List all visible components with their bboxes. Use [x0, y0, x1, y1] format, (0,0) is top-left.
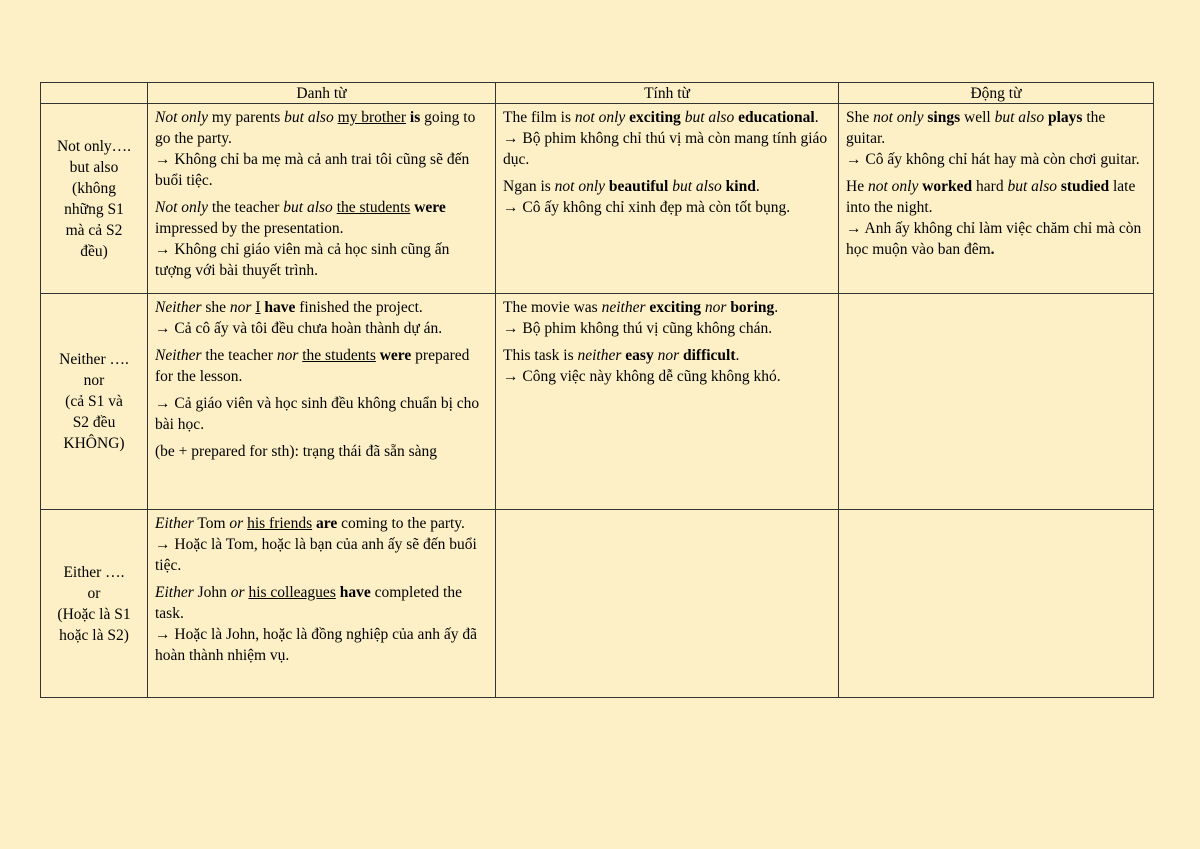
example-sentence — [503, 107, 832, 128]
example-sentence — [155, 582, 489, 624]
example-sentence — [155, 393, 489, 435]
text-segment: . — [990, 241, 995, 258]
text-segment: not only — [554, 178, 606, 195]
text-segment: exciting — [649, 299, 702, 316]
text-segment: neither — [601, 299, 646, 316]
text-segment: → Bộ phim không thú vị cũng không chán. — [503, 320, 773, 337]
example-block — [503, 345, 832, 387]
example-sentence — [155, 345, 489, 387]
text-segment: she — [201, 299, 230, 316]
text-segment: my brother — [337, 109, 407, 126]
text-segment: the guitar. — [846, 109, 1106, 147]
cell-adjective-neither — [496, 294, 839, 510]
text-segment: → Bộ phim không chỉ thú vị mà còn mang tính giáo dục. — [503, 130, 828, 168]
example-block — [503, 107, 832, 170]
text-segment: Ngan is — [503, 178, 555, 195]
text-segment: nor — [276, 347, 299, 364]
table-row-not-only — [41, 104, 1154, 294]
grammar-table — [40, 82, 1154, 698]
row-label-not-only — [41, 104, 148, 294]
text-segment: have — [339, 584, 371, 601]
text-segment: boring — [730, 299, 775, 316]
text-segment: → Hoặc là John, hoặc là đồng nghiệp của anh ấy đã hoàn thành nhiệm vụ. — [155, 626, 477, 664]
text-segment: but also — [284, 109, 334, 126]
example-sentence — [155, 441, 489, 462]
example-sentence — [503, 345, 832, 366]
example-translation — [503, 318, 832, 339]
text-segment: → Hoặc là Tom, hoặc là bạn của anh ấy sẽ đến buổi tiệc. — [155, 536, 477, 574]
text-segment: Either — [155, 584, 194, 601]
text-segment: but also — [283, 199, 333, 216]
text-segment: or — [229, 515, 244, 532]
example-block — [846, 107, 1147, 170]
text-segment: completed the task. — [155, 584, 462, 622]
text-segment: difficult — [683, 347, 736, 364]
row-label-line: mà cả S2 — [65, 221, 123, 239]
row-label-line: những S1 — [64, 200, 124, 218]
example-translation — [503, 366, 832, 387]
text-segment: Tom — [193, 515, 230, 532]
example-sentence — [155, 513, 489, 534]
text-segment: the teacher — [201, 347, 277, 364]
text-segment: not only — [867, 178, 919, 195]
example-translation — [155, 318, 489, 339]
example-block — [155, 345, 489, 387]
example-block — [155, 582, 489, 666]
row-label-line: đều) — [80, 242, 108, 260]
text-segment: → Cả cô ấy và tôi đều chưa hoàn thành dự án. — [155, 320, 443, 337]
text-segment: prepared for the lesson. — [155, 347, 470, 385]
row-label-line: or — [87, 584, 101, 602]
text-segment: nor — [657, 347, 680, 364]
text-segment: not only — [873, 109, 924, 126]
row-label-neither — [41, 294, 148, 510]
text-segment: → Công việc này không dễ cũng không khó. — [503, 368, 781, 385]
text-segment: nor — [704, 299, 727, 316]
text-segment: neither — [577, 347, 622, 364]
example-translation — [503, 128, 832, 170]
cell-noun-not-only — [148, 104, 496, 294]
cell-verb-not-only — [839, 104, 1154, 294]
example-block — [155, 297, 489, 339]
cell-adjective-not-only — [496, 104, 839, 294]
header-cell-empty — [41, 83, 148, 104]
text-segment: going to go the party. — [155, 109, 476, 147]
row-label-line: (Hoặc là S1 — [57, 605, 131, 623]
text-segment: He — [846, 178, 868, 195]
text-segment: → Cô ấy không chỉ hát hay mà còn chơi guitar. — [846, 151, 1140, 168]
example-sentence — [155, 297, 489, 318]
text-segment: . — [814, 109, 819, 126]
text-segment: The movie was — [503, 299, 602, 316]
row-label-line: (cả S1 và — [65, 393, 123, 410]
text-segment: but also — [672, 178, 722, 195]
cell-noun-neither — [148, 294, 496, 510]
example-translation — [155, 149, 489, 191]
text-segment: were — [414, 199, 446, 216]
text-segment: finished the project. — [295, 299, 423, 316]
text-segment: John — [193, 584, 231, 601]
row-label-line: (không — [72, 179, 116, 197]
text-segment: kind — [725, 178, 756, 195]
text-segment: easy — [625, 347, 654, 364]
cell-noun-either — [148, 510, 496, 698]
example-sentence — [846, 176, 1147, 218]
text-segment: well — [960, 109, 995, 126]
example-sentence — [155, 197, 489, 239]
text-segment: → Anh ấy không chỉ làm việc chăm chỉ mà còn học muộn vào ban đêm — [846, 220, 1142, 258]
cell-verb-neither — [839, 294, 1154, 510]
text-segment: but also — [1007, 178, 1057, 195]
text-segment: (be + prepared for sth): trạng thái đã sẵn sàng — [155, 443, 438, 460]
text-segment: exciting — [629, 109, 681, 126]
text-segment: The film is — [503, 109, 575, 126]
example-block — [155, 513, 489, 576]
text-segment: are — [315, 515, 338, 532]
text-segment: or — [230, 584, 245, 601]
text-segment: → Không chỉ ba mẹ mà cả anh trai tôi cũng sẽ đến buổi tiệc. — [155, 151, 470, 189]
example-sentence — [155, 107, 489, 149]
text-segment: Neither — [155, 299, 202, 316]
text-segment: . — [774, 299, 779, 316]
text-segment: coming to the party. — [337, 515, 465, 532]
example-block — [155, 197, 489, 281]
row-label-line: but also — [69, 158, 119, 176]
header-noun: Danh từ — [148, 83, 496, 104]
text-segment: but also — [994, 109, 1045, 126]
text-segment: hard — [972, 178, 1008, 195]
text-segment: is — [409, 109, 421, 126]
row-label-either — [41, 510, 148, 698]
text-segment: . — [755, 178, 760, 195]
table-row-either — [41, 510, 1154, 698]
text-segment: were — [379, 347, 412, 364]
example-translation — [155, 534, 489, 576]
text-segment: plays — [1047, 109, 1083, 126]
text-segment: studied — [1060, 178, 1110, 195]
text-segment: impressed by the presentation. — [155, 220, 344, 237]
text-segment: Not only — [155, 199, 208, 216]
text-segment: the students — [302, 347, 376, 364]
cell-adjective-either — [496, 510, 839, 698]
header-row — [41, 83, 1154, 104]
example-translation — [503, 197, 832, 218]
text-segment: I — [255, 299, 261, 316]
header-verb: Động từ — [839, 83, 1154, 104]
table-row-neither — [41, 294, 1154, 510]
row-label-line: S2 đều — [72, 414, 116, 431]
text-segment: have — [264, 299, 296, 316]
text-segment: Neither — [155, 347, 202, 364]
example-sentence — [503, 176, 832, 197]
row-label-line: Neither …. — [59, 351, 129, 368]
text-segment: → Cả giáo viên và học sinh đều không chuẩn bị cho bài học. — [155, 395, 480, 433]
text-segment: his colleagues — [248, 584, 336, 601]
cell-verb-either — [839, 510, 1154, 698]
example-block — [503, 297, 832, 339]
row-label-line: Not only…. — [56, 137, 132, 155]
text-segment: Not only — [155, 109, 208, 126]
row-label-line: KHÔNG) — [63, 435, 125, 452]
text-segment: This task is — [503, 347, 578, 364]
text-segment: beautiful — [608, 178, 669, 195]
text-segment: his friends — [247, 515, 313, 532]
text-segment: late into the night. — [846, 178, 1136, 216]
text-segment: worked — [922, 178, 973, 195]
text-segment: my parents — [207, 109, 285, 126]
text-segment: the teacher — [207, 199, 284, 216]
text-segment: She — [846, 109, 874, 126]
row-label-line: hoặc là S2) — [59, 626, 129, 644]
text-segment: Either — [155, 515, 194, 532]
example-sentence — [846, 107, 1147, 149]
text-segment: sings — [927, 109, 961, 126]
example-translation — [846, 149, 1147, 170]
example-block — [503, 176, 832, 218]
example-sentence — [503, 297, 832, 318]
example-translation — [846, 218, 1147, 260]
row-label-line: nor — [83, 372, 105, 389]
text-segment: nor — [229, 299, 252, 316]
row-label-line: Either …. — [63, 563, 125, 581]
example-block — [155, 107, 489, 191]
example-translation — [155, 239, 489, 281]
text-segment: not only — [574, 109, 626, 126]
header-adjective: Tính từ — [496, 83, 839, 104]
text-segment: . — [735, 347, 740, 364]
text-segment: but also — [684, 109, 735, 126]
text-segment: educational — [738, 109, 815, 126]
example-block — [155, 441, 489, 462]
text-segment: the students — [336, 199, 411, 216]
example-translation — [155, 624, 489, 666]
example-block — [155, 393, 489, 435]
example-block — [846, 176, 1147, 260]
text-segment: → Cô ấy không chỉ xinh đẹp mà còn tốt bụng. — [503, 199, 791, 216]
text-segment: → Không chỉ giáo viên mà cả học sinh cũng ấn tượng với bài thuyết trình. — [155, 241, 450, 279]
